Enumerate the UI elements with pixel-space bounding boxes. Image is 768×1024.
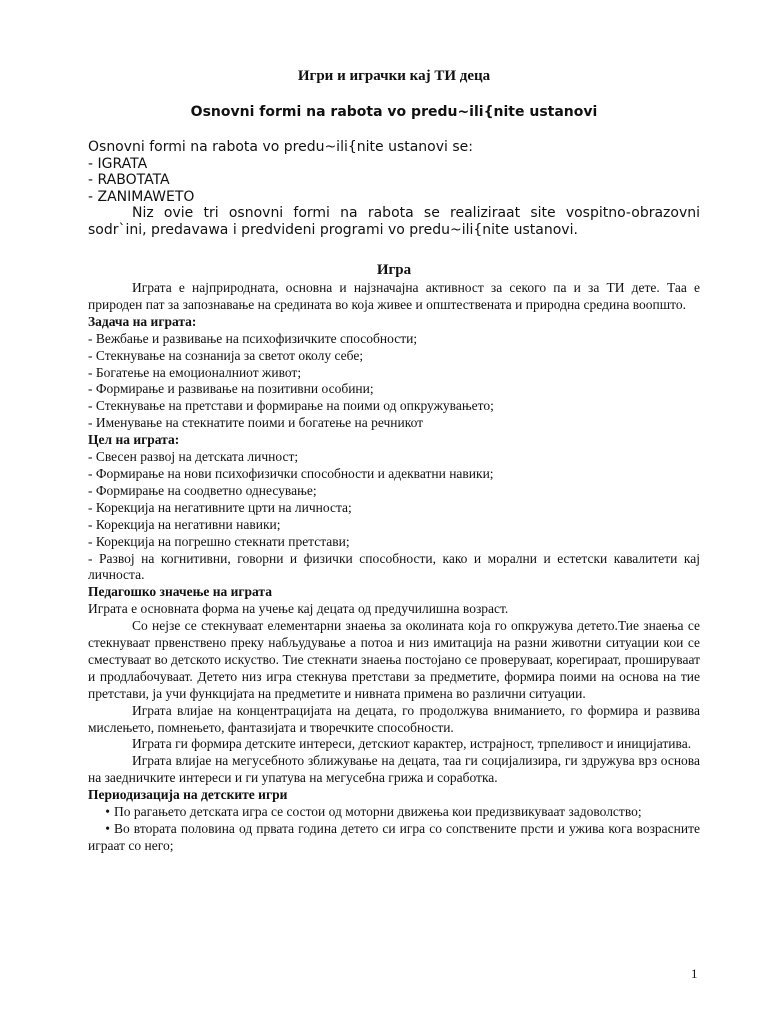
zadaca-heading: Задача на играта:: [88, 313, 197, 329]
latin-item: - IGRATA: [88, 155, 148, 172]
cel-item: - Корекција на негативни навики;: [88, 516, 281, 532]
cel-heading: Цел на играта:: [88, 432, 180, 448]
latin-item: - RABOTATA: [88, 172, 170, 188]
latin-paragraph: Niz ovie tri osnovni formi na rabota se realiziraat site vospitno-obrazovni sodr`ini, predavawa i predvideni programi vo predu~ili{nite ustanovi.: [88, 205, 700, 238]
cel-item: - Корекција на погрешно стекнати претстави;: [88, 533, 350, 549]
pedagosko-paragraph: Играта влијае на мегусебното зближување на децата, таа ги социјализира, ги здружува врз основа на заедничките интереси и ги упатува на мегусебна грижа и соработка.: [88, 753, 700, 786]
pedagosko-paragraph: Играта ги формира детските интереси, детскиот карактер, истрајност, трпеливост и иницијатива.: [132, 736, 692, 752]
intro-paragraph: Играта е најприродната, основна и најзначајна активност за секого па и за ТИ дете. Таа е природен пат за запознавање на средината во која живее и општествената и природна средина воопшто.: [88, 280, 700, 312]
pedagosko-first: Играта е основната форма на учење кај децата од предучилишна возраст.: [88, 601, 509, 617]
pedagosko-paragraph: Со нејзе се стекнуваат елементарни знаења за околината која го опкружува детето.Тие знаења се стекнуваат првенствено преку набљудување а потоа и низ имитација на разни животни ситуации кои се сместуваат во детското искуство. Тие стекнати знаења постојано се проверуваат, корегираат, прошируваат и продлабочуваат. Детето низ игра стекнува претстави за предметите, формира поими на основа на тие претстави, ја учи функцијата на предметите и нивната примена во различни ситуации.: [88, 618, 700, 701]
bullet-icon: •: [105, 821, 110, 836]
periodizacija-item: [88, 821, 700, 855]
periodizacija-item: [88, 804, 700, 821]
zadaca-item: - Вежбање и развивање на психофизичките способности;: [88, 330, 418, 346]
page-number: 1: [691, 966, 698, 981]
periodizacija-item-text: По рагањето детската игра се состои од моторни движења кои предизвикуваат задоволство;: [114, 804, 642, 820]
document-body: [88, 277, 700, 855]
cel-item: - Корекција на негативните црти на личноста;: [88, 499, 352, 515]
zadaca-item: - Именување на стекнатите поими и богатење на речникот: [88, 415, 424, 431]
bullet-icon: •: [105, 804, 110, 820]
zadaca-item: - Стекнување на претстави и формирање на поими од опкружувањето;: [88, 398, 494, 414]
latin-section: [88, 139, 700, 238]
zadaca-item: - Богатење на емоционалниот живот;: [88, 364, 302, 380]
pedagosko-heading: Педагошко значење на играта: [88, 584, 272, 600]
document-title: Игри и играчки кај ТИ деца: [297, 68, 491, 84]
zadaca-item: - Стекнување на сознанија за светот околу себе;: [88, 347, 364, 363]
latin-intro: Osnovni formi na rabota vo predu~ili{nite ustanovi se:: [88, 139, 473, 155]
periodizacija-item-text: Во втората половина од првата година детето си игра со сопствените прсти и ужива кога возрасните играат со него;: [88, 821, 700, 853]
cel-item: - Свесен развој на детската личност;: [88, 449, 299, 465]
cel-item: - Развој на когнитивни, говорни и физички способности, како и морални и естетски кавалитети кај личноста.: [88, 550, 700, 583]
document-subtitle: Osnovni formi na rabota vo predu~ili{nite ustanovi: [190, 104, 598, 120]
cel-item: - Формирање на нови психофизички способности и адекватни навики;: [88, 465, 494, 481]
periodizacija-heading: Периодизација на детските игри: [88, 787, 288, 803]
zadaca-item: - Формирање и развивање на позитивни особини;: [88, 381, 374, 397]
latin-item: - ZANIMAWETO: [88, 188, 195, 205]
cel-item: - Формирање на соодветно однесување;: [88, 482, 317, 498]
igra-heading: Игра: [376, 262, 412, 278]
pedagosko-paragraph: Играта влијае на концентрацијата на децата, го продолжува вниманието, го формира и развива мислењето, помнењето, фантазијата и творечките способности.: [88, 702, 700, 735]
